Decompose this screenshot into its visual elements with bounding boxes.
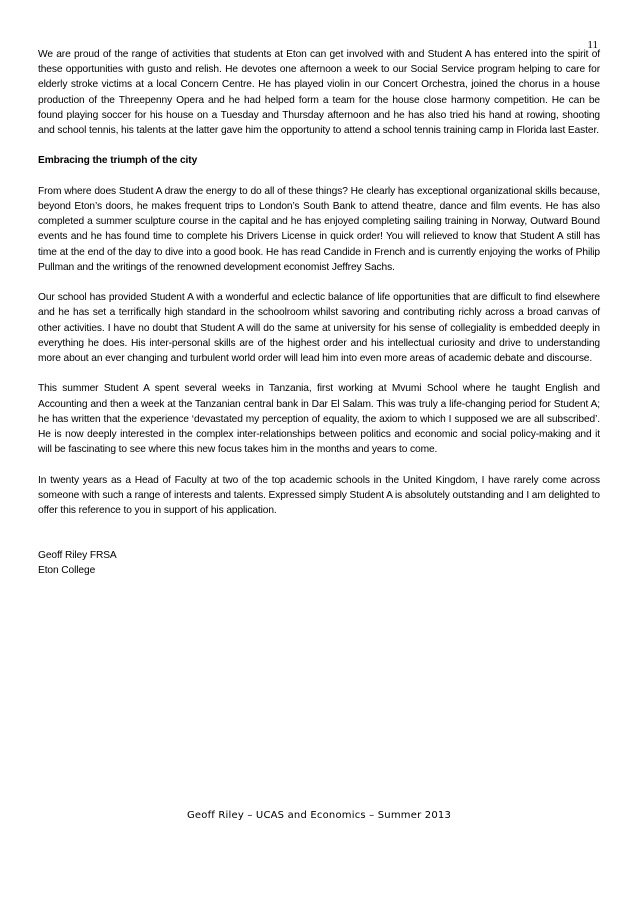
- section-heading: Embracing the triumph of the city: [38, 155, 198, 167]
- paragraph-conclusion: In twenty years as a Head of Faculty at two of the top academic schools in the United Kingdom, I have rarely come across someone with such a range of interests and talents. Expressed simply Student A is absolutely outstanding and I am delighted to offer this reference to you in support of his application.: [38, 474, 600, 517]
- paragraph-activities: We are proud of the range of activities that students at Eton can get involved with and Student A has entered into the spirit of these opportunities with gusto and relish. He devotes one afternoon a week to our Social Service program helping to care for elderly stroke victims at a local Concern Centre. He has played violin in our Concert Orchestra, joined the chorus in a house production of the Threepenny Opera and he had helped form a team for the house close harmony competition. He can be found playing soccer for his house on a Tuesday and Thursday afternoon and he has also tried his hand at rowing, shooting and school tennis, his talents at the latter gave him the opportunity to attend a school tennis training camp in Florida last Easter.: [38, 49, 600, 137]
- signature-block: [38, 548, 600, 578]
- letter-body: [38, 47, 600, 579]
- signature-name: Geoff Riley FRSA: [38, 550, 117, 562]
- signature-institution: Eton College: [38, 565, 96, 577]
- paragraph-energy: From where does Student A draw the energy to do all of these things? He clearly has exceptional organizational skills because, beyond Eton’s doors, he makes frequent trips to London’s South Bank to attend theatre, dance and film events. He has also completed a summer sculpture course in the capital and he has enjoyed completing sailing training in Norway, Outward Bound events and he has found time to complete his Drivers License in quick order! You will relieved to know that Student A still has time at the end of the day to dive into a good book. He has read Candide in French and is currently enjoying the works of Philip Pullman and the writings of the renowned development economist Jeffrey Sachs.: [38, 185, 600, 273]
- page-footer: Geoff Riley – UCAS and Economics – Summer 2013: [186, 810, 452, 821]
- page-number: 11: [587, 39, 598, 51]
- paragraph-school: Our school has provided Student A with a wonderful and eclectic balance of life opportunities that are difficult to find elsewhere and he has set a terrifically high standard in the schoolroom whilst savoring and contributing richly across a broad canvas of other activities. I have no doubt that Student A will do the same at university for his sense of collegiality is embedded deeply in everything he does. His inter-personal skills are of the highest order and his intellectual curiosity and drive to understanding more about an ever changing and turbulent world order will lead him into even more areas of academic debate and discourse.: [38, 292, 600, 365]
- paragraph-tanzania: This summer Student A spent several weeks in Tanzania, first working at Mvumi School where he taught English and Accounting and then a week at the Tanzanian central bank in Dar El Salam. This was truly a life-changing period for Student A; he has written that the experience ‘devastated my perception of equality, the axiom to which I supposed we are all subscribed’. He is now deeply interested in the complex inter-relationships between politics and economic and social policy-making and it will be fascinating to see where this new focus takes him in the months and years to come.: [38, 383, 600, 456]
